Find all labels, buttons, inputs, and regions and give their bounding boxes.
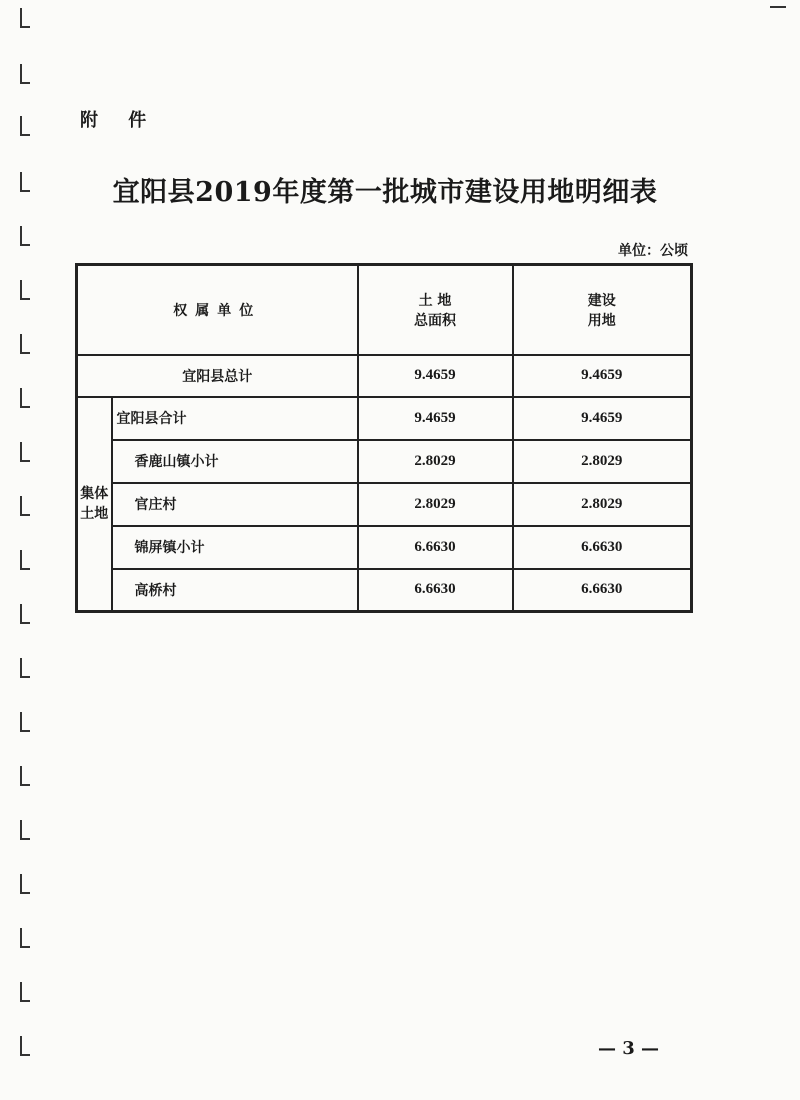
row-total-area: 2.8029 <box>358 483 513 526</box>
unit-label: 单位：公顷 <box>618 243 688 259</box>
row-label: 香鹿山镇小计 <box>112 440 358 483</box>
header-construction-line2: 用地 <box>587 312 616 329</box>
header-total-area <box>358 265 513 355</box>
group-label-line2: 土地 <box>80 505 109 522</box>
binding-mark <box>20 874 30 894</box>
binding-mark <box>20 496 30 516</box>
table-row <box>77 440 692 483</box>
row-construction-land: 6.6630 <box>513 569 692 612</box>
binding-mark <box>20 116 30 136</box>
binding-mark <box>20 982 30 1002</box>
binding-mark <box>20 280 30 300</box>
page-number: — 3 — <box>598 1038 660 1059</box>
county-total-label: 宜阳县总计 <box>77 355 358 397</box>
table-row <box>77 483 692 526</box>
binding-mark <box>20 550 30 570</box>
binding-mark <box>20 712 30 732</box>
county-total-area: 9.4659 <box>358 355 513 397</box>
row-label: 官庄村 <box>112 483 358 526</box>
binding-mark <box>20 820 30 840</box>
row-construction-land: 6.6630 <box>513 526 692 569</box>
binding-mark <box>20 442 30 462</box>
binding-mark <box>20 658 30 678</box>
table-row <box>77 569 692 612</box>
group-label <box>77 397 112 612</box>
header-total-area-line1: 土 地 <box>418 292 452 309</box>
attachment-label: 附 件 <box>80 110 159 131</box>
binding-mark <box>20 226 30 246</box>
table-row <box>77 526 692 569</box>
binding-mark <box>20 766 30 786</box>
row-total-area: 9.4659 <box>358 397 513 440</box>
row-construction-land: 2.8029 <box>513 483 692 526</box>
binding-mark <box>20 64 30 84</box>
header-total-area-line2: 总面积 <box>414 312 456 329</box>
corner-mark <box>770 0 786 8</box>
header-construction-line1: 建设 <box>587 292 616 309</box>
row-construction-land: 9.4659 <box>513 397 692 440</box>
binding-mark <box>20 1036 30 1056</box>
header-owner: 权属单位 <box>77 265 358 355</box>
county-total-construction: 9.4659 <box>513 355 692 397</box>
group-label-line1: 集体 <box>80 485 109 502</box>
row-total-area: 6.6630 <box>358 526 513 569</box>
binding-marks <box>14 0 44 1100</box>
page-title: 宜阳县2019年度第一批城市建设用地明细表 <box>112 177 658 208</box>
binding-mark <box>20 8 30 28</box>
binding-mark <box>20 388 30 408</box>
land-detail-table <box>75 263 693 613</box>
header-row <box>77 265 692 355</box>
row-construction-land: 2.8029 <box>513 440 692 483</box>
county-total-row <box>77 355 692 397</box>
row-label: 锦屏镇小计 <box>112 526 358 569</box>
header-construction-land <box>513 265 692 355</box>
row-label: 高桥村 <box>112 569 358 612</box>
table-row <box>77 397 692 440</box>
binding-mark <box>20 334 30 354</box>
row-total-area: 6.6630 <box>358 569 513 612</box>
binding-mark <box>20 604 30 624</box>
binding-mark <box>20 928 30 948</box>
row-label: 宜阳县合计 <box>112 397 358 440</box>
row-total-area: 2.8029 <box>358 440 513 483</box>
